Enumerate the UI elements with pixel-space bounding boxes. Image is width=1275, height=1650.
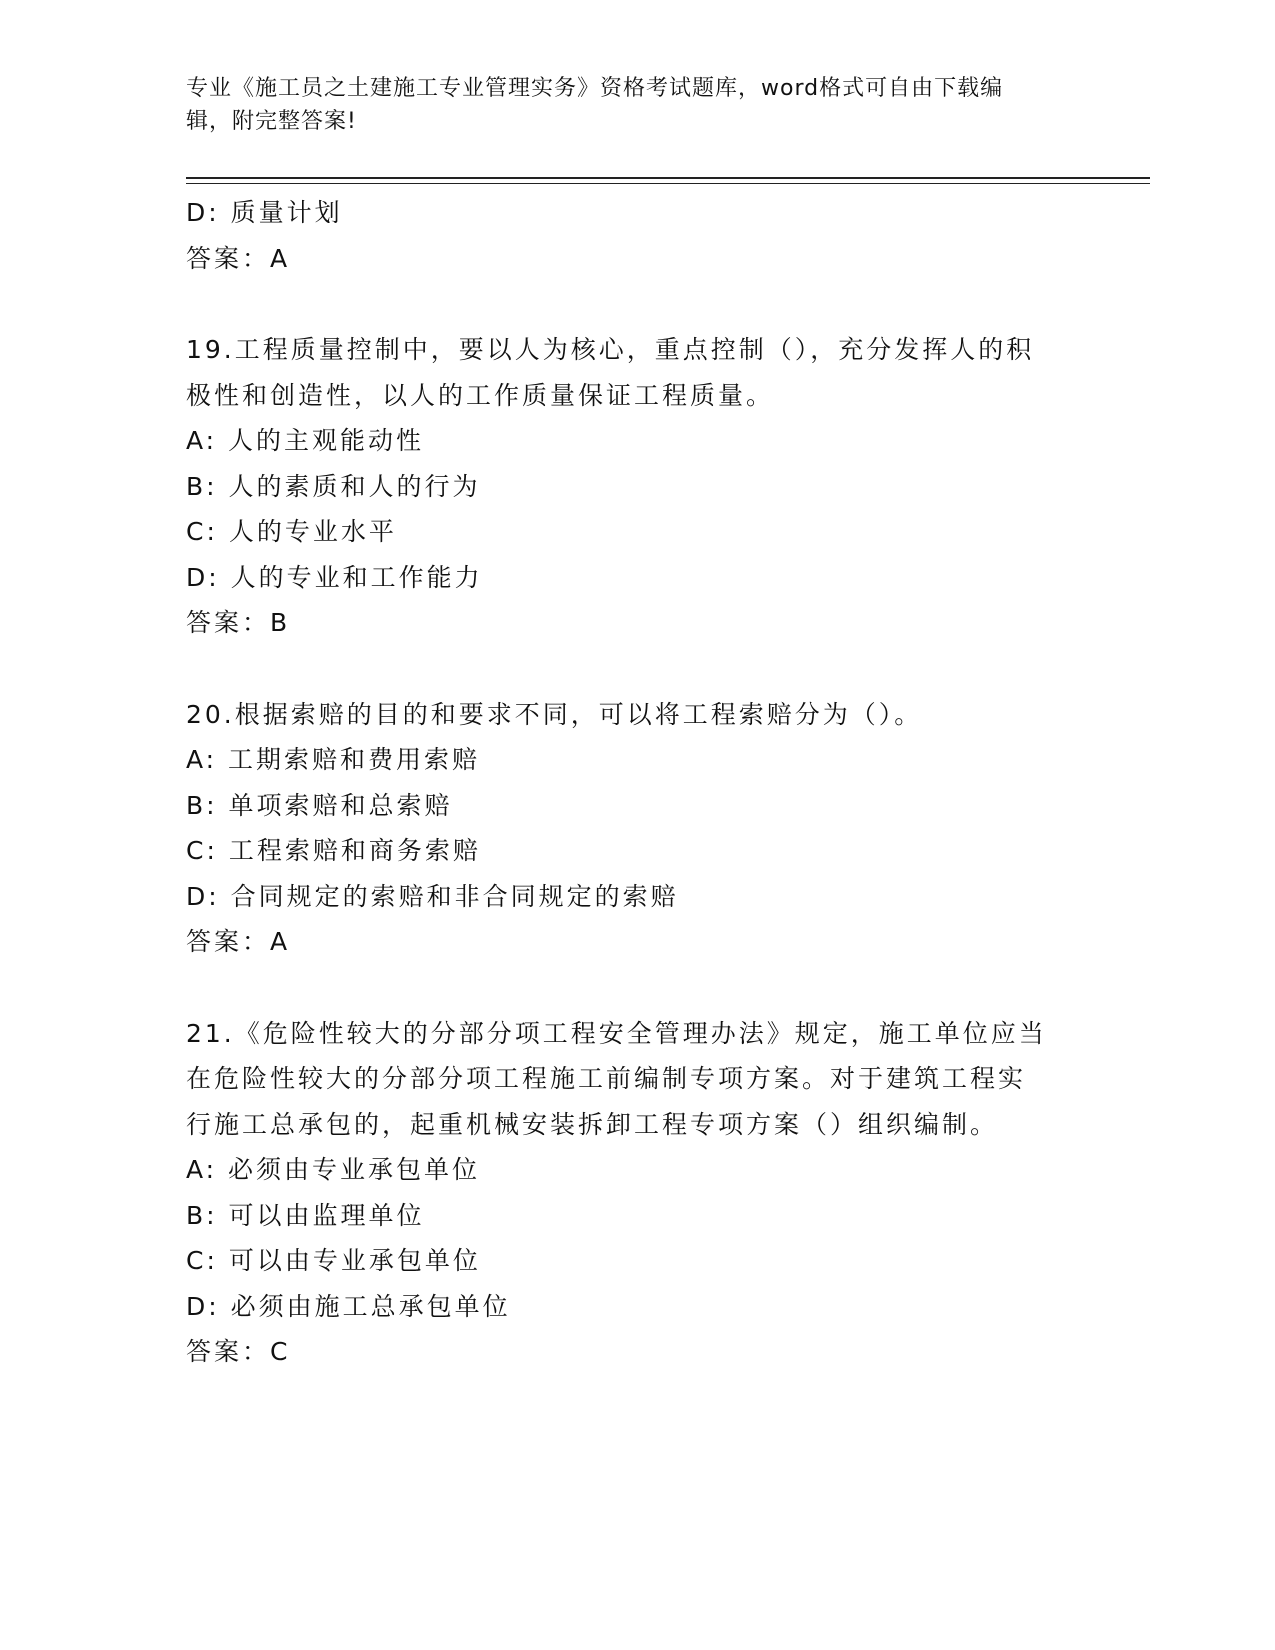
question-content bbox=[186, 190, 1086, 1375]
answer-line: 答案：A bbox=[186, 243, 291, 273]
option-b: B: 可以由监理单位 bbox=[186, 1200, 425, 1230]
option-d: D: 合同规定的索赔和非合同规定的索赔 bbox=[186, 881, 679, 911]
stem-line: 19.工程质量控制中，要以人为核心，重点控制（），充分发挥人的积 bbox=[186, 335, 1035, 364]
option-b: B: 人的素质和人的行为 bbox=[186, 471, 481, 501]
option-a: A: 必须由专业承包单位 bbox=[186, 1155, 481, 1184]
option-d: D: 人的专业和工作能力 bbox=[186, 562, 483, 592]
question-19 bbox=[186, 327, 1086, 646]
stem-line: 行施工总承包的，起重机械安装拆卸工程专项方案（）组织编制。 bbox=[186, 1109, 999, 1139]
option-a: A: 工期索赔和费用索赔 bbox=[186, 745, 481, 774]
stem-line: 在危险性较大的分部分项工程施工前编制专项方案。对于建筑工程实 bbox=[186, 1064, 1027, 1093]
option-d: D: 必须由施工总承包单位 bbox=[186, 1291, 511, 1321]
option-a: A: 人的主观能动性 bbox=[186, 426, 425, 455]
question-stem bbox=[186, 692, 1086, 738]
question-stem bbox=[186, 327, 1086, 418]
answer-line: 答案：C bbox=[186, 1337, 291, 1366]
stem-line: 21.《危险性较大的分部分项工程安全管理办法》规定，施工单位应当 bbox=[186, 1018, 1047, 1048]
option-b: B: 单项索赔和总索赔 bbox=[186, 790, 453, 820]
option-c: C: 可以由专业承包单位 bbox=[186, 1246, 481, 1275]
question-21 bbox=[186, 1011, 1086, 1375]
option-c: C: 工程索赔和商务索赔 bbox=[186, 836, 481, 865]
stem-line: 极性和创造性，以人的工作质量保证工程质量。 bbox=[186, 380, 775, 410]
document-header bbox=[186, 72, 1086, 138]
header-line-1: 专业《施工员之土建施工专业管理实务》资格考试题库，word格式可自由下载编 bbox=[186, 76, 1004, 101]
stem-line: 20.根据索赔的目的和要求不同，可以将工程索赔分为（）。 bbox=[186, 699, 923, 729]
header-line-2: 辑，附完整答案! bbox=[186, 109, 357, 134]
header-divider-top bbox=[186, 177, 1150, 179]
question-20 bbox=[186, 692, 1086, 965]
question-stem bbox=[186, 1011, 1086, 1148]
answer-line: 答案：B bbox=[186, 608, 291, 637]
answer-line: 答案：A bbox=[186, 927, 291, 956]
option-d: D: 质量计划 bbox=[186, 198, 343, 227]
option-c: C: 人的专业水平 bbox=[186, 517, 397, 546]
previous-question-tail bbox=[186, 190, 1086, 281]
header-divider-bottom bbox=[186, 183, 1150, 184]
